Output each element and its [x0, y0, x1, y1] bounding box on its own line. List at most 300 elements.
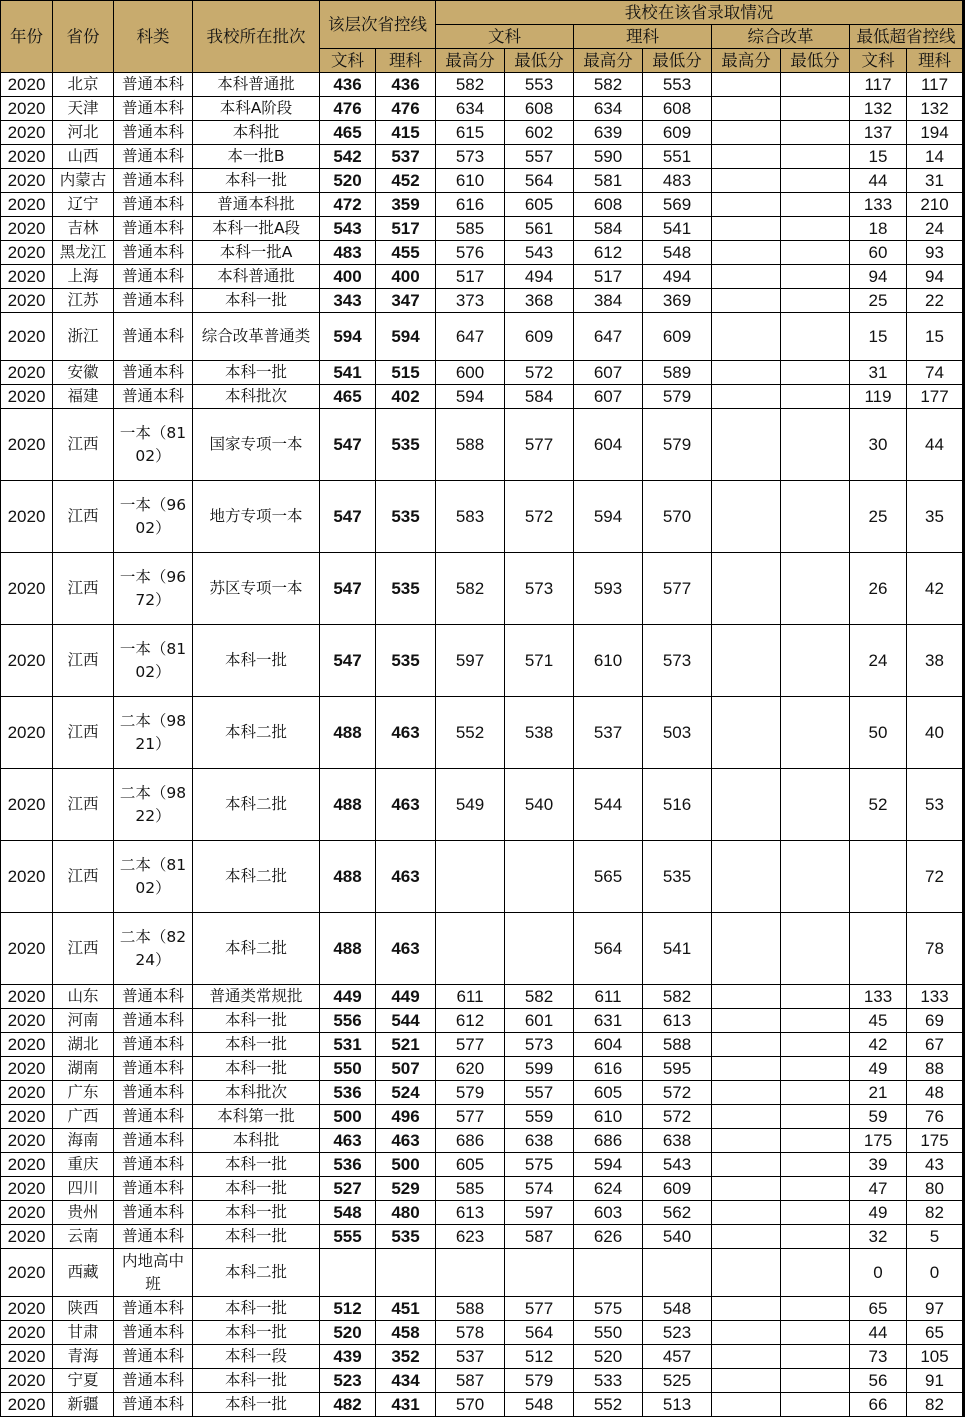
cell-over-wenke: 49 — [850, 1201, 907, 1225]
table-row — [1, 1345, 964, 1369]
cell-wenke-min: 571 — [505, 625, 574, 697]
cell-province: 江西 — [53, 769, 114, 841]
cell-wenke-max: 597 — [436, 625, 505, 697]
cell-over-wenke: 39 — [850, 1153, 907, 1177]
cell-zonghe-max — [712, 1249, 781, 1297]
cell-like-min: 483 — [643, 169, 712, 193]
table-row — [1, 985, 964, 1009]
cell-zonghe-max — [712, 409, 781, 481]
cell-over-wenke: 47 — [850, 1177, 907, 1201]
cell-province: 广东 — [53, 1081, 114, 1105]
cell-batch: 本科一批A段 — [193, 217, 320, 241]
cell-over-like: 194 — [907, 121, 964, 145]
cell-over-wenke: 42 — [850, 1033, 907, 1057]
cell-over-wenke: 65 — [850, 1297, 907, 1321]
cell-year: 2020 — [1, 169, 53, 193]
cell-wenke-min: 512 — [505, 1345, 574, 1369]
cell-category: 普通本科 — [114, 1297, 193, 1321]
table-row — [1, 913, 964, 985]
cell-control-line-wenke: 536 — [320, 1081, 376, 1105]
cell-like-max: 384 — [574, 289, 643, 313]
cell-wenke-max: 583 — [436, 481, 505, 553]
cell-like-min: 548 — [643, 241, 712, 265]
cell-wenke-max: 605 — [436, 1153, 505, 1177]
cell-over-wenke: 52 — [850, 769, 907, 841]
cell-category: 一本（8102） — [114, 625, 193, 697]
cell-category: 二本（8102） — [114, 841, 193, 913]
cell-wenke-min: 548 — [505, 1393, 574, 1417]
cell-over-like: 31 — [907, 169, 964, 193]
cell-wenke-max: 582 — [436, 553, 505, 625]
cell-over-like: 175 — [907, 1129, 964, 1153]
table-row — [1, 1057, 964, 1081]
cell-wenke-min: 602 — [505, 121, 574, 145]
cell-batch: 本科一批 — [193, 1201, 320, 1225]
cell-control-line-like: 480 — [376, 1201, 436, 1225]
cell-control-line-wenke: 542 — [320, 145, 376, 169]
cell-like-min: 541 — [643, 913, 712, 985]
cell-batch: 本科一批 — [193, 1393, 320, 1417]
cell-over-wenke: 18 — [850, 217, 907, 241]
cell-zonghe-max — [712, 1129, 781, 1153]
cell-like-min: 609 — [643, 121, 712, 145]
cell-wenke-max: 613 — [436, 1201, 505, 1225]
cell-like-min: 588 — [643, 1033, 712, 1057]
cell-zonghe-max — [712, 985, 781, 1009]
cell-year: 2020 — [1, 1177, 53, 1201]
cell-over-like: 44 — [907, 409, 964, 481]
cell-wenke-max: 578 — [436, 1321, 505, 1345]
header-admission-zonghe: 综合改革 — [712, 25, 850, 49]
cell-province: 安徽 — [53, 361, 114, 385]
header-over-line: 最低超省控线 — [850, 25, 964, 49]
cell-batch: 本科一批 — [193, 625, 320, 697]
table-row — [1, 169, 964, 193]
cell-wenke-min — [505, 841, 574, 913]
cell-year: 2020 — [1, 313, 53, 361]
header-control-line: 该层次省控线 — [320, 1, 436, 49]
cell-batch: 本科二批 — [193, 1249, 320, 1297]
cell-over-like: 93 — [907, 241, 964, 265]
cell-control-line-like: 436 — [376, 73, 436, 97]
cell-zonghe-min — [781, 913, 850, 985]
cell-year: 2020 — [1, 241, 53, 265]
cell-like-min: 582 — [643, 985, 712, 1009]
cell-over-like: 74 — [907, 361, 964, 385]
cell-year: 2020 — [1, 697, 53, 769]
cell-province: 江西 — [53, 913, 114, 985]
cell-over-like: 105 — [907, 1345, 964, 1369]
cell-category: 普通本科 — [114, 1201, 193, 1225]
cell-over-wenke: 66 — [850, 1393, 907, 1417]
cell-category: 普通本科 — [114, 1057, 193, 1081]
table-row — [1, 1129, 964, 1153]
cell-over-wenke: 132 — [850, 97, 907, 121]
cell-category: 一本（9672） — [114, 553, 193, 625]
cell-zonghe-max — [712, 241, 781, 265]
cell-zonghe-max — [712, 121, 781, 145]
cell-control-line-like: 535 — [376, 1225, 436, 1249]
cell-over-like: 53 — [907, 769, 964, 841]
cell-batch: 本科一批 — [193, 169, 320, 193]
cell-control-line-wenke: 520 — [320, 1321, 376, 1345]
cell-category: 普通本科 — [114, 1225, 193, 1249]
cell-batch: 本科一批 — [193, 1033, 320, 1057]
cell-batch: 本科二批 — [193, 769, 320, 841]
cell-over-like: 5 — [907, 1225, 964, 1249]
cell-wenke-max: 582 — [436, 73, 505, 97]
cell-like-min: 494 — [643, 265, 712, 289]
cell-like-min: 503 — [643, 697, 712, 769]
header-year: 年份 — [1, 1, 53, 73]
cell-over-like: 43 — [907, 1153, 964, 1177]
cell-wenke-max: 576 — [436, 241, 505, 265]
cell-wenke-min: 557 — [505, 145, 574, 169]
cell-year: 2020 — [1, 841, 53, 913]
cell-zonghe-max — [712, 193, 781, 217]
cell-batch: 普通类常规批 — [193, 985, 320, 1009]
cell-control-line-wenke: 476 — [320, 97, 376, 121]
cell-category: 普通本科 — [114, 73, 193, 97]
cell-like-max: 686 — [574, 1129, 643, 1153]
cell-zonghe-min — [781, 553, 850, 625]
cell-wenke-min: 543 — [505, 241, 574, 265]
cell-zonghe-min — [781, 1153, 850, 1177]
header-admission: 我校在该省录取情况 — [436, 1, 964, 25]
cell-over-like: 78 — [907, 913, 964, 985]
cell-over-wenke: 25 — [850, 289, 907, 313]
cell-wenke-max: 647 — [436, 313, 505, 361]
cell-control-line-like: 500 — [376, 1153, 436, 1177]
cell-zonghe-min — [781, 385, 850, 409]
cell-over-wenke: 59 — [850, 1105, 907, 1129]
cell-like-max: 647 — [574, 313, 643, 361]
cell-category: 普通本科 — [114, 985, 193, 1009]
cell-over-like: 65 — [907, 1321, 964, 1345]
cell-batch: 本科第一批 — [193, 1105, 320, 1129]
cell-over-wenke: 73 — [850, 1345, 907, 1369]
table-row — [1, 841, 964, 913]
cell-like-min: 541 — [643, 217, 712, 241]
cell-wenke-max: 634 — [436, 97, 505, 121]
cell-over-wenke — [850, 913, 907, 985]
cell-like-max: 552 — [574, 1393, 643, 1417]
cell-control-line-wenke: 488 — [320, 913, 376, 985]
cell-zonghe-min — [781, 841, 850, 913]
cell-year: 2020 — [1, 361, 53, 385]
cell-control-line-wenke: 548 — [320, 1201, 376, 1225]
cell-over-wenke: 137 — [850, 121, 907, 145]
cell-province: 江西 — [53, 409, 114, 481]
cell-like-min: 589 — [643, 361, 712, 385]
cell-like-max: 616 — [574, 1057, 643, 1081]
cell-zonghe-max — [712, 1369, 781, 1393]
cell-year: 2020 — [1, 985, 53, 1009]
cell-zonghe-min — [781, 73, 850, 97]
cell-batch: 本科一批A — [193, 241, 320, 265]
cell-zonghe-max — [712, 1057, 781, 1081]
cell-control-line-wenke: 523 — [320, 1369, 376, 1393]
header-admission-like: 理科 — [574, 25, 712, 49]
cell-year: 2020 — [1, 193, 53, 217]
cell-province: 江西 — [53, 553, 114, 625]
cell-zonghe-min — [781, 241, 850, 265]
cell-over-wenke: 117 — [850, 73, 907, 97]
cell-control-line-wenke: 556 — [320, 1009, 376, 1033]
cell-over-wenke: 175 — [850, 1129, 907, 1153]
table-row — [1, 145, 964, 169]
cell-like-max: 565 — [574, 841, 643, 913]
cell-over-like: 94 — [907, 265, 964, 289]
cell-year: 2020 — [1, 769, 53, 841]
cell-control-line-like — [376, 1249, 436, 1297]
cell-over-like: 22 — [907, 289, 964, 313]
header-admission-wenke: 文科 — [436, 25, 574, 49]
cell-control-line-wenke: 547 — [320, 553, 376, 625]
cell-year: 2020 — [1, 1249, 53, 1297]
cell-over-wenke: 133 — [850, 193, 907, 217]
cell-province: 江西 — [53, 697, 114, 769]
cell-like-max: 604 — [574, 409, 643, 481]
cell-zonghe-min — [781, 769, 850, 841]
cell-control-line-wenke: 547 — [320, 409, 376, 481]
cell-control-line-wenke: 488 — [320, 841, 376, 913]
cell-category: 普通本科 — [114, 1081, 193, 1105]
cell-year: 2020 — [1, 145, 53, 169]
table-row — [1, 121, 964, 145]
cell-like-min: 595 — [643, 1057, 712, 1081]
cell-like-min: 369 — [643, 289, 712, 313]
cell-over-wenke — [850, 841, 907, 913]
table-row — [1, 385, 964, 409]
cell-control-line-wenke: 547 — [320, 481, 376, 553]
cell-province: 上海 — [53, 265, 114, 289]
cell-control-line-like: 451 — [376, 1297, 436, 1321]
cell-zonghe-max — [712, 145, 781, 169]
cell-province: 江西 — [53, 841, 114, 913]
cell-wenke-max: 686 — [436, 1129, 505, 1153]
cell-wenke-min: 579 — [505, 1369, 574, 1393]
cell-year: 2020 — [1, 1393, 53, 1417]
cell-zonghe-max — [712, 289, 781, 313]
cell-wenke-max — [436, 1249, 505, 1297]
cell-control-line-wenke: 536 — [320, 1153, 376, 1177]
table-row — [1, 1393, 964, 1417]
cell-control-line-like: 529 — [376, 1177, 436, 1201]
cell-category: 普通本科 — [114, 385, 193, 409]
header-cl-like: 理科 — [376, 49, 436, 73]
cell-over-wenke: 94 — [850, 265, 907, 289]
cell-batch: 苏区专项一本 — [193, 553, 320, 625]
cell-wenke-min: 557 — [505, 1081, 574, 1105]
cell-batch: 本科一批 — [193, 1369, 320, 1393]
cell-control-line-wenke: 483 — [320, 241, 376, 265]
cell-over-like: 67 — [907, 1033, 964, 1057]
cell-over-wenke: 0 — [850, 1249, 907, 1297]
table-row — [1, 217, 964, 241]
cell-wenke-min: 368 — [505, 289, 574, 313]
cell-control-line-like: 535 — [376, 553, 436, 625]
cell-control-line-wenke: 500 — [320, 1105, 376, 1129]
cell-like-max: 607 — [574, 361, 643, 385]
cell-like-max: 604 — [574, 1033, 643, 1057]
cell-like-min: 562 — [643, 1201, 712, 1225]
cell-over-wenke: 44 — [850, 169, 907, 193]
cell-batch: 本科一批 — [193, 361, 320, 385]
cell-province: 西藏 — [53, 1249, 114, 1297]
header-zonghe-min: 最低分 — [781, 49, 850, 73]
cell-like-max: 610 — [574, 1105, 643, 1129]
table-row — [1, 1033, 964, 1057]
cell-like-min: 548 — [643, 1297, 712, 1321]
cell-wenke-max: 610 — [436, 169, 505, 193]
cell-year: 2020 — [1, 1297, 53, 1321]
cell-category: 普通本科 — [114, 1321, 193, 1345]
cell-category: 普通本科 — [114, 265, 193, 289]
cell-like-min: 513 — [643, 1393, 712, 1417]
cell-zonghe-min — [781, 625, 850, 697]
cell-year: 2020 — [1, 1081, 53, 1105]
cell-control-line-like: 415 — [376, 121, 436, 145]
table-row — [1, 1225, 964, 1249]
cell-batch: 本科批 — [193, 1129, 320, 1153]
cell-control-line-like: 449 — [376, 985, 436, 1009]
table-row — [1, 625, 964, 697]
table-row — [1, 1081, 964, 1105]
cell-like-max: 584 — [574, 217, 643, 241]
cell-year: 2020 — [1, 385, 53, 409]
table-row — [1, 481, 964, 553]
cell-wenke-max: 611 — [436, 985, 505, 1009]
cell-control-line-wenke — [320, 1249, 376, 1297]
cell-year: 2020 — [1, 1105, 53, 1129]
cell-batch: 本科一批 — [193, 1153, 320, 1177]
cell-like-min: 551 — [643, 145, 712, 169]
cell-over-like: 76 — [907, 1105, 964, 1129]
cell-control-line-like: 535 — [376, 409, 436, 481]
cell-control-line-like: 400 — [376, 265, 436, 289]
cell-zonghe-min — [781, 1057, 850, 1081]
cell-category: 普通本科 — [114, 97, 193, 121]
cell-over-like: 210 — [907, 193, 964, 217]
cell-control-line-wenke: 343 — [320, 289, 376, 313]
cell-over-like: 88 — [907, 1057, 964, 1081]
cell-wenke-min: 609 — [505, 313, 574, 361]
cell-over-wenke: 15 — [850, 313, 907, 361]
cell-wenke-min: 605 — [505, 193, 574, 217]
cell-like-max: 544 — [574, 769, 643, 841]
cell-zonghe-max — [712, 553, 781, 625]
cell-over-like: 177 — [907, 385, 964, 409]
cell-wenke-min — [505, 1249, 574, 1297]
cell-category: 普通本科 — [114, 1105, 193, 1129]
cell-like-min: 638 — [643, 1129, 712, 1153]
cell-over-wenke: 31 — [850, 361, 907, 385]
cell-category: 普通本科 — [114, 241, 193, 265]
cell-over-like: 82 — [907, 1201, 964, 1225]
cell-zonghe-min — [781, 1393, 850, 1417]
cell-control-line-wenke: 465 — [320, 385, 376, 409]
cell-batch: 本科普通批 — [193, 73, 320, 97]
cell-like-max: 594 — [574, 1153, 643, 1177]
cell-over-wenke: 21 — [850, 1081, 907, 1105]
cell-control-line-like: 537 — [376, 145, 436, 169]
table-row — [1, 553, 964, 625]
cell-like-max: 520 — [574, 1345, 643, 1369]
cell-control-line-like: 535 — [376, 481, 436, 553]
cell-wenke-max: 577 — [436, 1105, 505, 1129]
cell-category: 普通本科 — [114, 121, 193, 145]
cell-year: 2020 — [1, 913, 53, 985]
cell-province: 湖南 — [53, 1057, 114, 1081]
cell-like-max: 631 — [574, 1009, 643, 1033]
cell-like-max: 634 — [574, 97, 643, 121]
cell-zonghe-max — [712, 1321, 781, 1345]
cell-like-max: 537 — [574, 697, 643, 769]
cell-batch: 普通本科批 — [193, 193, 320, 217]
cell-zonghe-max — [712, 1201, 781, 1225]
cell-control-line-wenke: 543 — [320, 217, 376, 241]
cell-year: 2020 — [1, 1129, 53, 1153]
cell-province: 云南 — [53, 1225, 114, 1249]
cell-category: 普通本科 — [114, 1153, 193, 1177]
cell-zonghe-min — [781, 1369, 850, 1393]
cell-over-wenke: 30 — [850, 409, 907, 481]
cell-wenke-min: 599 — [505, 1057, 574, 1081]
table-row — [1, 97, 964, 121]
cell-category: 二本（8224） — [114, 913, 193, 985]
cell-like-min: 579 — [643, 409, 712, 481]
cell-like-max: 639 — [574, 121, 643, 145]
cell-province: 天津 — [53, 97, 114, 121]
table-row — [1, 1177, 964, 1201]
cell-category: 普通本科 — [114, 1129, 193, 1153]
cell-zonghe-max — [712, 265, 781, 289]
cell-category: 普通本科 — [114, 1033, 193, 1057]
cell-batch: 本科一批 — [193, 289, 320, 313]
cell-zonghe-max — [712, 1345, 781, 1369]
cell-zonghe-max — [712, 913, 781, 985]
cell-wenke-max: 573 — [436, 145, 505, 169]
cell-province: 江西 — [53, 481, 114, 553]
cell-wenke-min: 494 — [505, 265, 574, 289]
cell-like-max: 626 — [574, 1225, 643, 1249]
cell-year: 2020 — [1, 289, 53, 313]
cell-over-like: 117 — [907, 73, 964, 97]
cell-batch: 本科二批 — [193, 841, 320, 913]
cell-control-line-like: 347 — [376, 289, 436, 313]
table-row — [1, 241, 964, 265]
cell-control-line-like: 524 — [376, 1081, 436, 1105]
cell-wenke-min: 587 — [505, 1225, 574, 1249]
cell-like-min: 525 — [643, 1369, 712, 1393]
cell-over-wenke: 24 — [850, 625, 907, 697]
cell-wenke-max: 549 — [436, 769, 505, 841]
cell-wenke-min: 577 — [505, 1297, 574, 1321]
cell-zonghe-max — [712, 1177, 781, 1201]
cell-control-line-wenke: 527 — [320, 1177, 376, 1201]
cell-control-line-wenke: 488 — [320, 697, 376, 769]
cell-province: 河北 — [53, 121, 114, 145]
cell-control-line-wenke: 482 — [320, 1393, 376, 1417]
cell-like-max: 612 — [574, 241, 643, 265]
cell-category: 一本（9602） — [114, 481, 193, 553]
cell-zonghe-max — [712, 1153, 781, 1177]
cell-over-like: 15 — [907, 313, 964, 361]
cell-zonghe-max — [712, 769, 781, 841]
cell-over-like: 97 — [907, 1297, 964, 1321]
cell-control-line-like: 402 — [376, 385, 436, 409]
